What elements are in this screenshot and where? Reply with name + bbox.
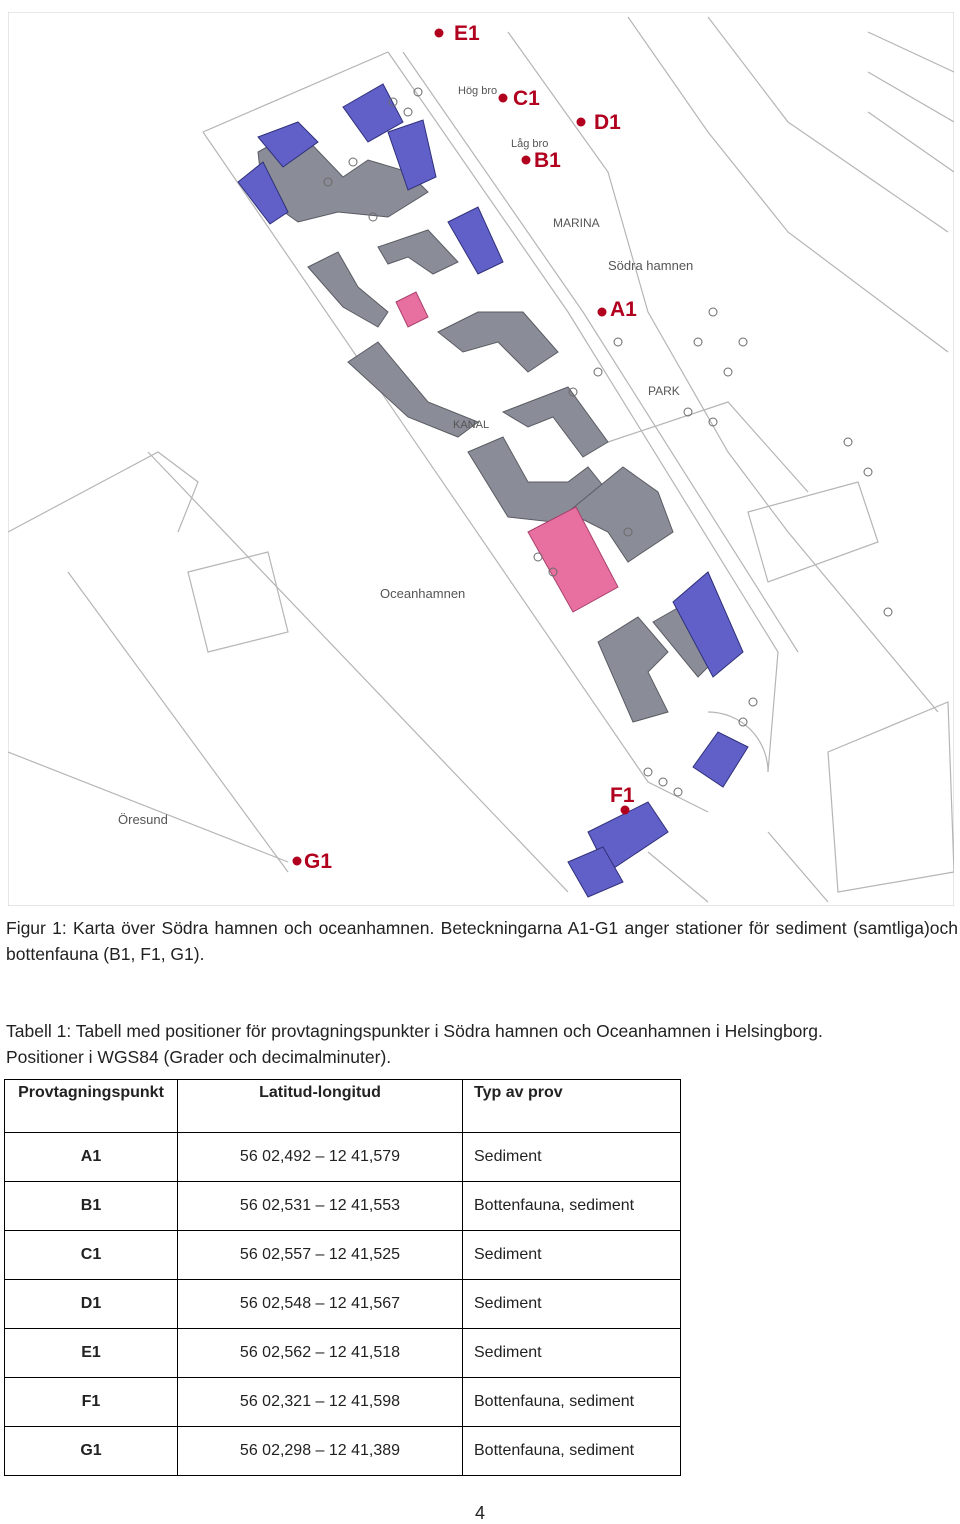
table-row — [5, 1280, 681, 1329]
table-row — [5, 1182, 681, 1231]
figure-caption: Figur 1: Karta över Södra hamnen och oceanhamnen. Beteckningarna A1-G1 anger stationer för sediment (samtliga)och bottenfauna (B1, F1, G1). — [6, 918, 958, 964]
cell-point: A1 — [5, 1133, 178, 1182]
cell-coord: 56 02,492 – 12 41,579 — [178, 1133, 463, 1182]
station-label: A1 — [610, 298, 637, 321]
table-caption — [6, 1018, 958, 1070]
cell-coord: 56 02,321 – 12 41,598 — [178, 1378, 463, 1427]
station-label: E1 — [454, 22, 480, 45]
table-row — [5, 1378, 681, 1427]
label-kanal: KANAL — [453, 419, 490, 431]
cell-type: Sediment — [463, 1133, 681, 1182]
label-park: PARK — [648, 384, 680, 398]
table-row — [5, 1133, 681, 1182]
cell-type: Bottenfauna, sediment — [463, 1182, 681, 1231]
table-caption-line-2: Positioner i WGS84 (Grader och decimalminuter). — [6, 1047, 392, 1067]
label-oceanhamnen: Oceanhamnen — [380, 586, 466, 601]
cell-point: E1 — [5, 1329, 178, 1378]
cell-point: D1 — [5, 1280, 178, 1329]
cell-coord: 56 02,298 – 12 41,389 — [178, 1427, 463, 1476]
cell-coord: 56 02,548 – 12 41,567 — [178, 1280, 463, 1329]
cell-point: B1 — [5, 1182, 178, 1231]
table-row — [5, 1427, 681, 1476]
cell-type: Sediment — [463, 1329, 681, 1378]
header-point: Provtagningspunkt — [5, 1080, 178, 1133]
cell-type: Bottenfauna, sediment — [463, 1427, 681, 1476]
cell-point: C1 — [5, 1231, 178, 1280]
label-marina: MARINA — [553, 216, 600, 230]
cell-point: F1 — [5, 1378, 178, 1427]
station-label: F1 — [610, 784, 635, 807]
label-lag-bro: Låg bro — [511, 138, 549, 150]
table-row — [5, 1231, 681, 1280]
cell-type: Sediment — [463, 1280, 681, 1329]
station-label: G1 — [304, 850, 333, 873]
cell-coord: 56 02,557 – 12 41,525 — [178, 1231, 463, 1280]
header-coord: Latitud-longitud — [178, 1080, 463, 1133]
cell-type: Sediment — [463, 1231, 681, 1280]
table-row — [5, 1329, 681, 1378]
label-hog-bro: Hög bro — [458, 85, 498, 97]
table-caption-line-1: Tabell 1: Tabell med positioner för provtagningspunkter i Södra hamnen och Oceanhamnen i Helsingborg. — [6, 1021, 823, 1041]
station-label: D1 — [594, 111, 621, 134]
sampling-table — [4, 1079, 681, 1476]
station-label: B1 — [534, 149, 561, 172]
cell-type: Bottenfauna, sediment — [463, 1378, 681, 1427]
label-oresund: Öresund — [118, 812, 168, 827]
cell-point: G1 — [5, 1427, 178, 1476]
header-type: Typ av prov — [463, 1080, 681, 1133]
harbor-map — [8, 12, 954, 906]
cell-coord: 56 02,531 – 12 41,553 — [178, 1182, 463, 1231]
table-header-row — [5, 1080, 681, 1133]
label-sodra-hamnen: Södra hamnen — [608, 258, 694, 273]
page-number: 4 — [474, 1503, 485, 1523]
cell-coord: 56 02,562 – 12 41,518 — [178, 1329, 463, 1378]
station-label: C1 — [513, 87, 540, 110]
